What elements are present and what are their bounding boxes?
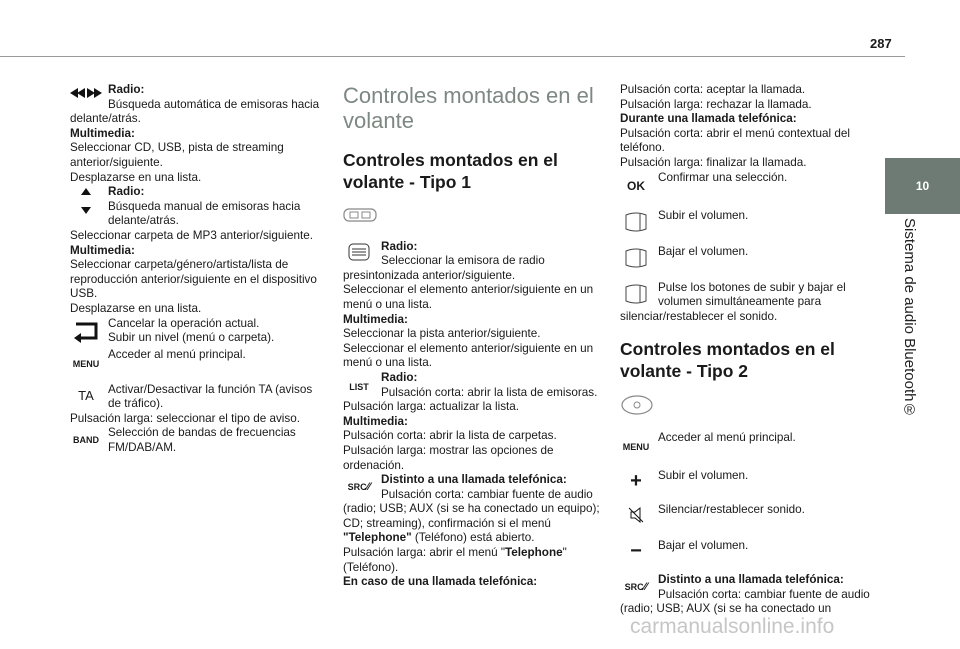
mute-item: Pulse los botones de subir y bajar el volumen simultáneamente para silenciar/restablecer el sonido.: [620, 280, 846, 323]
list-icon: LIST: [349, 381, 369, 392]
menu-icon: MENU: [72, 359, 100, 370]
chapter-tab: 10: [885, 158, 960, 214]
vol-down-item: Bajar el volumen.: [620, 245, 875, 281]
ta-icon: TA: [78, 388, 94, 404]
src-phone-icon: SRC ⁄⁄: [624, 580, 648, 593]
band-icon: BAND: [73, 435, 99, 446]
page-number: 287: [870, 36, 892, 51]
t2-down-item: − Bajar el volumen.: [620, 539, 875, 573]
thumbwheel-item: Radio: Seleccionar la emisora de radio presintonizada anterior/siguiente. Seleccionar el elemento anterior/siguiente en un menú o una lista. Multimedia: Seleccionar la pista anterior/siguiente. Seleccionar el elemento anterior/siguiente en un menú o una lista.: [343, 239, 594, 370]
src-item: SRC ⁄⁄ Distinto a una llamada telefónica: Pulsación corta: cambiar fuente de audio (radio; USB; AUX (si se ha conectado un equipo); CD; streaming), confirmación si el menú "Telephone" (Teléfono) está abierto. Pulsación larga: abrir el menú "Telephone" (Teléfono). En caso de una llamada telefónica:: [343, 473, 600, 589]
thumbwheel-icon: [343, 242, 375, 262]
steering-controls-type1-icon: [343, 205, 601, 230]
back-arrow-icon: [70, 319, 102, 345]
plus-icon: +: [630, 469, 642, 492]
ok-item: OK Confirmar una selección.: [620, 171, 875, 209]
column-2: [343, 83, 601, 590]
subsection-title-type2: Controles montados en el volante - Tipo 2: [620, 339, 835, 382]
ok-icon: OK: [627, 179, 645, 194]
volume-up-button-icon: [620, 211, 652, 233]
volume-down-button-icon: [620, 247, 652, 269]
up-down-arrows-icon: [70, 187, 102, 215]
t2-src-item: SRC ⁄⁄ Distinto a una llamada telefónica: Pulsación corta: cambiar fuente de audio (radio; USB; AUX (si se ha conectado un: [620, 572, 870, 616]
list-item: LIST Radio: Pulsación corta: abrir la lista de emisoras. Pulsación larga: actualizar la lista. Multimedia: Pulsación corta: abrir la lista de carpetas. Pulsación larga: mostrar las opciones de ordenación.: [343, 370, 598, 472]
band-item: BAND Selección de bandas de frecuencias FM/DAB/AM.: [70, 426, 322, 455]
column-1: [70, 83, 322, 456]
seek-manual-item: Radio: Búsqueda manual de emisoras hacia delante/atrás. Seleccionar carpeta de MP3 anterior/siguiente. Multimedia: Seleccionar carpeta/género/artista/lista de reproducción anterior/siguiente en el dispositivo USB. Desplazarse en una lista.: [70, 185, 317, 315]
watermark: carmanualsonline.info: [630, 615, 835, 638]
t2-mute-item: Silenciar/restablecer sonido.: [620, 503, 875, 539]
src-phone-icon: SRC ⁄⁄: [347, 480, 371, 493]
chapter-title: Sistema de audio Bluetooth®: [901, 218, 918, 419]
subsection-title-type1: Controles montados en el volante - Tipo 1: [343, 150, 558, 192]
seek-auto-item: Radio: Búsqueda automática de emisoras hacia delante/atrás. Multimedia: Seleccionar CD, USB, pista de streaming anterior/siguiente. Desplazarse en una lista.: [70, 83, 320, 184]
steering-controls-type2-icon: [620, 394, 875, 421]
vol-up-item: Subir el volumen.: [620, 209, 875, 245]
t2-up-item: + Subir el volumen.: [620, 469, 875, 503]
column-3: Pulsación corta: aceptar la llamada. Pulsación larga: rechazar la llamada. Durante una llamada telefónica: Pulsación corta: abrir el menú contextual del teléfono. Pulsación larga: finalizar la llamada. OK Confirmar una selección. Subir el volumen. Bajar el volumen. Pulse los botones de subir y bajar el volumen simultáneamente para silenciar/restablecer el sonido. Controles montados en el volante - Tipo 2 MENU Acceder al menú principal. + Subir el volumen. Silenciar/restablecer sonido. − Bajar el volumen. SRC ⁄⁄ Distinto a una llamada telefónica: Pulsación corta: cambiar fuente de audio (radio; USB; AUX (si se ha conectado un: [620, 83, 875, 617]
seek-arrows-icon: [70, 85, 102, 101]
section-title: Controles montados en el volante: [343, 83, 594, 133]
menu-icon: MENU: [622, 441, 650, 452]
volume-buttons-icon: [620, 283, 652, 305]
t2-menu-item: MENU Acceder al menú principal.: [620, 431, 875, 469]
header-rule: [0, 56, 905, 57]
back-item: Cancelar la operación actual. Subir un nivel (menú o carpeta).: [70, 317, 322, 346]
ta-item: TA Activar/Desactivar la función TA (avisos de tráfico). Pulsación larga: seleccionar el tipo de aviso.: [70, 382, 313, 425]
minus-icon: −: [630, 539, 642, 562]
mute-icon: [620, 505, 652, 525]
menu-item: MENU Acceder al menú principal.: [70, 348, 322, 373]
